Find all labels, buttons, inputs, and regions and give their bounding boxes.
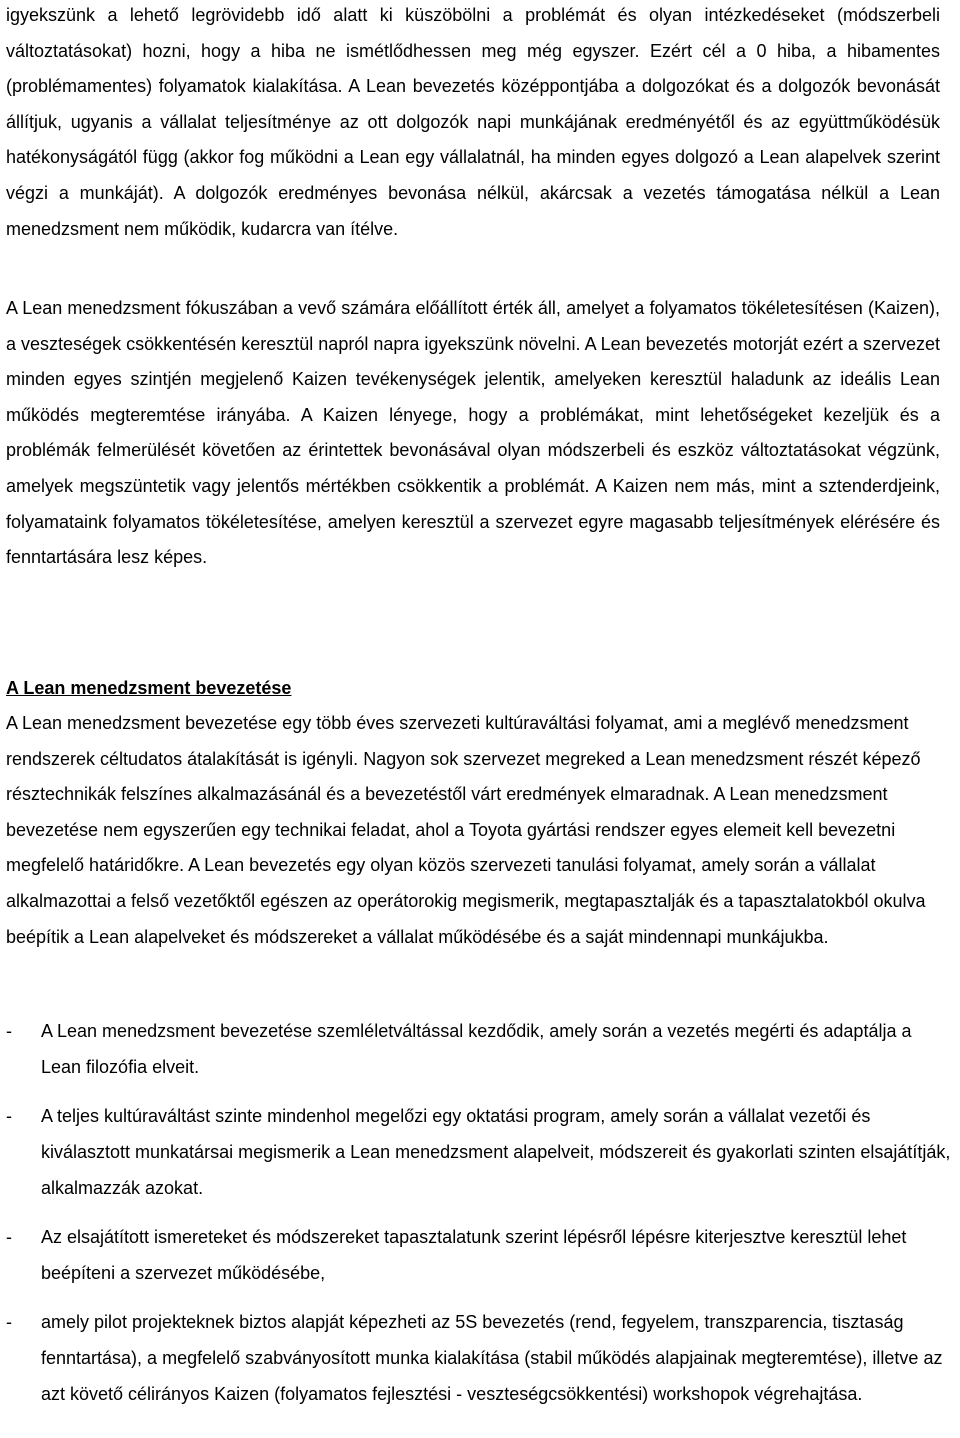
list-item-text: Az elsajátított ismereteket és módszereket tapasztalatunk szerint lépésről lépésre kiterjesztve keresztül lehet beépíteni a szervezet működésébe, (41, 1227, 907, 1283)
list-item (6, 1304, 956, 1412)
section-heading: A Lean menedzsment bevezetése (6, 678, 292, 698)
list-bullet: - (6, 1106, 12, 1126)
list-bullet: - (6, 1227, 12, 1247)
list-item (6, 1098, 956, 1206)
list-item (6, 1219, 956, 1291)
paragraph-kaizen: A Lean menedzsment fókuszában a vevő számára előállított érték áll, amelyet a folyamatos tökéletesítésen (Kaizen), a veszteségek csökkentésén keresztül napról napra igyekszünk növelni. A Lean bevezetés motorját ezért a szervezet minden egyes szintjén megjelenő Kaizen tevékenységek jelentik, amelyeken keresztül haladunk az ideális Lean működés megteremtése irányába. A Kaizen lényege, hogy a problémákat, mint lehetőségeket kezeljük és a problémák felmerülését követően az érintettek bevonásával olyan módszerbeli és eszköz változtatásokat végzünk, amelyek megszüntetik vagy jelentős mértékben csökkentik a problémát. A Kaizen nem más, mint a sztenderdjeink, folyamataink folyamatos tökéletesítése, amelyen keresztül a szervezet egyre magasabb teljesítmények elérésére és fenntartására lesz képes. (6, 298, 940, 568)
list-item-text: A teljes kultúraváltást szinte mindenhol megelőzi egy oktatási program, amely során a vállalat vezetői és kiválasztott munkatársai megismerik a Lean menedzsment alapelveit, módszereit és gyakorlati szinten elsajátítják, alkalmazzák azokat. (41, 1106, 951, 1198)
list-item (6, 1013, 956, 1085)
list-item-text: amely pilot projekteknek biztos alapját képezheti az 5S bevezetés (rend, fegyelem, transzparencia, tisztaság fenntartása), a megfelelő szabványosított munka kialakítása (stabil működés alapjainak megteremtése), illetve az azt követő célirányos Kaizen (folyamatos fejlesztési - veszteségcsökkentési) workshopok végrehajtása. (41, 1312, 943, 1404)
paragraph-intro: igyekszünk a lehető legrövidebb idő alatt ki küszöbölni a problémát és olyan intézkedéseket (módszerbeli változtatásokat) hozni, hogy a hiba ne ismétlődhessen meg még egyszer. Ezért cél a 0 hiba, a hibamentes (problémamentes) folyamatok kialakítása. A Lean bevezetés középpontjába a dolgozókat és a dolgozók bevonását állítjuk, ugyanis a vállalat teljesítménye az ott dolgozók napi munkájának eredményétől és az együttműködésük hatékonyságától függ (akkor fog működni a Lean egy vállalatnál, ha minden egyes dolgozó a Lean alapelvek szerint végzi a munkáját). A dolgozók eredményes bevonása nélkül, akárcsak a vezetés támogatása nélkül a Lean menedzsment nem működik, kudarcra van ítélve. (6, 5, 940, 239)
steps-list (6, 1013, 956, 1425)
list-item-text: A Lean menedzsment bevezetése szemléletváltással kezdődik, amely során a vezetés megérti és adaptálja a Lean filozófia elveit. (41, 1021, 912, 1077)
list-bullet: - (6, 1312, 12, 1332)
list-bullet: - (6, 1021, 12, 1041)
paragraph-implementation: A Lean menedzsment bevezetése egy több éves szervezeti kultúraváltási folyamat, ami a meglévő menedzsment rendszerek céltudatos átalakítását is igényli. Nagyon sok szervezet megreked a Lean menedzsment részét képező résztechnikák felszínes alkalmazásánál és a bevezetéstől várt eredmények elmaradnak. A Lean menedzsment bevezetése nem egyszerűen egy technikai feladat, ahol a Toyota gyártási rendszer egyes elemeit kell bevezetni megfelelő határidőkre. A Lean bevezetés egy olyan közös szervezeti tanulási folyamat, amely során a vállalat alkalmazottai a felső vezetőktől egészen az operátorokig megismerik, megtapasztalják és a tapasztalatokból okulva beépítik a Lean alapelveket és módszereket a vállalat működésébe és a saját mindennapi munkájukba. (6, 713, 926, 947)
